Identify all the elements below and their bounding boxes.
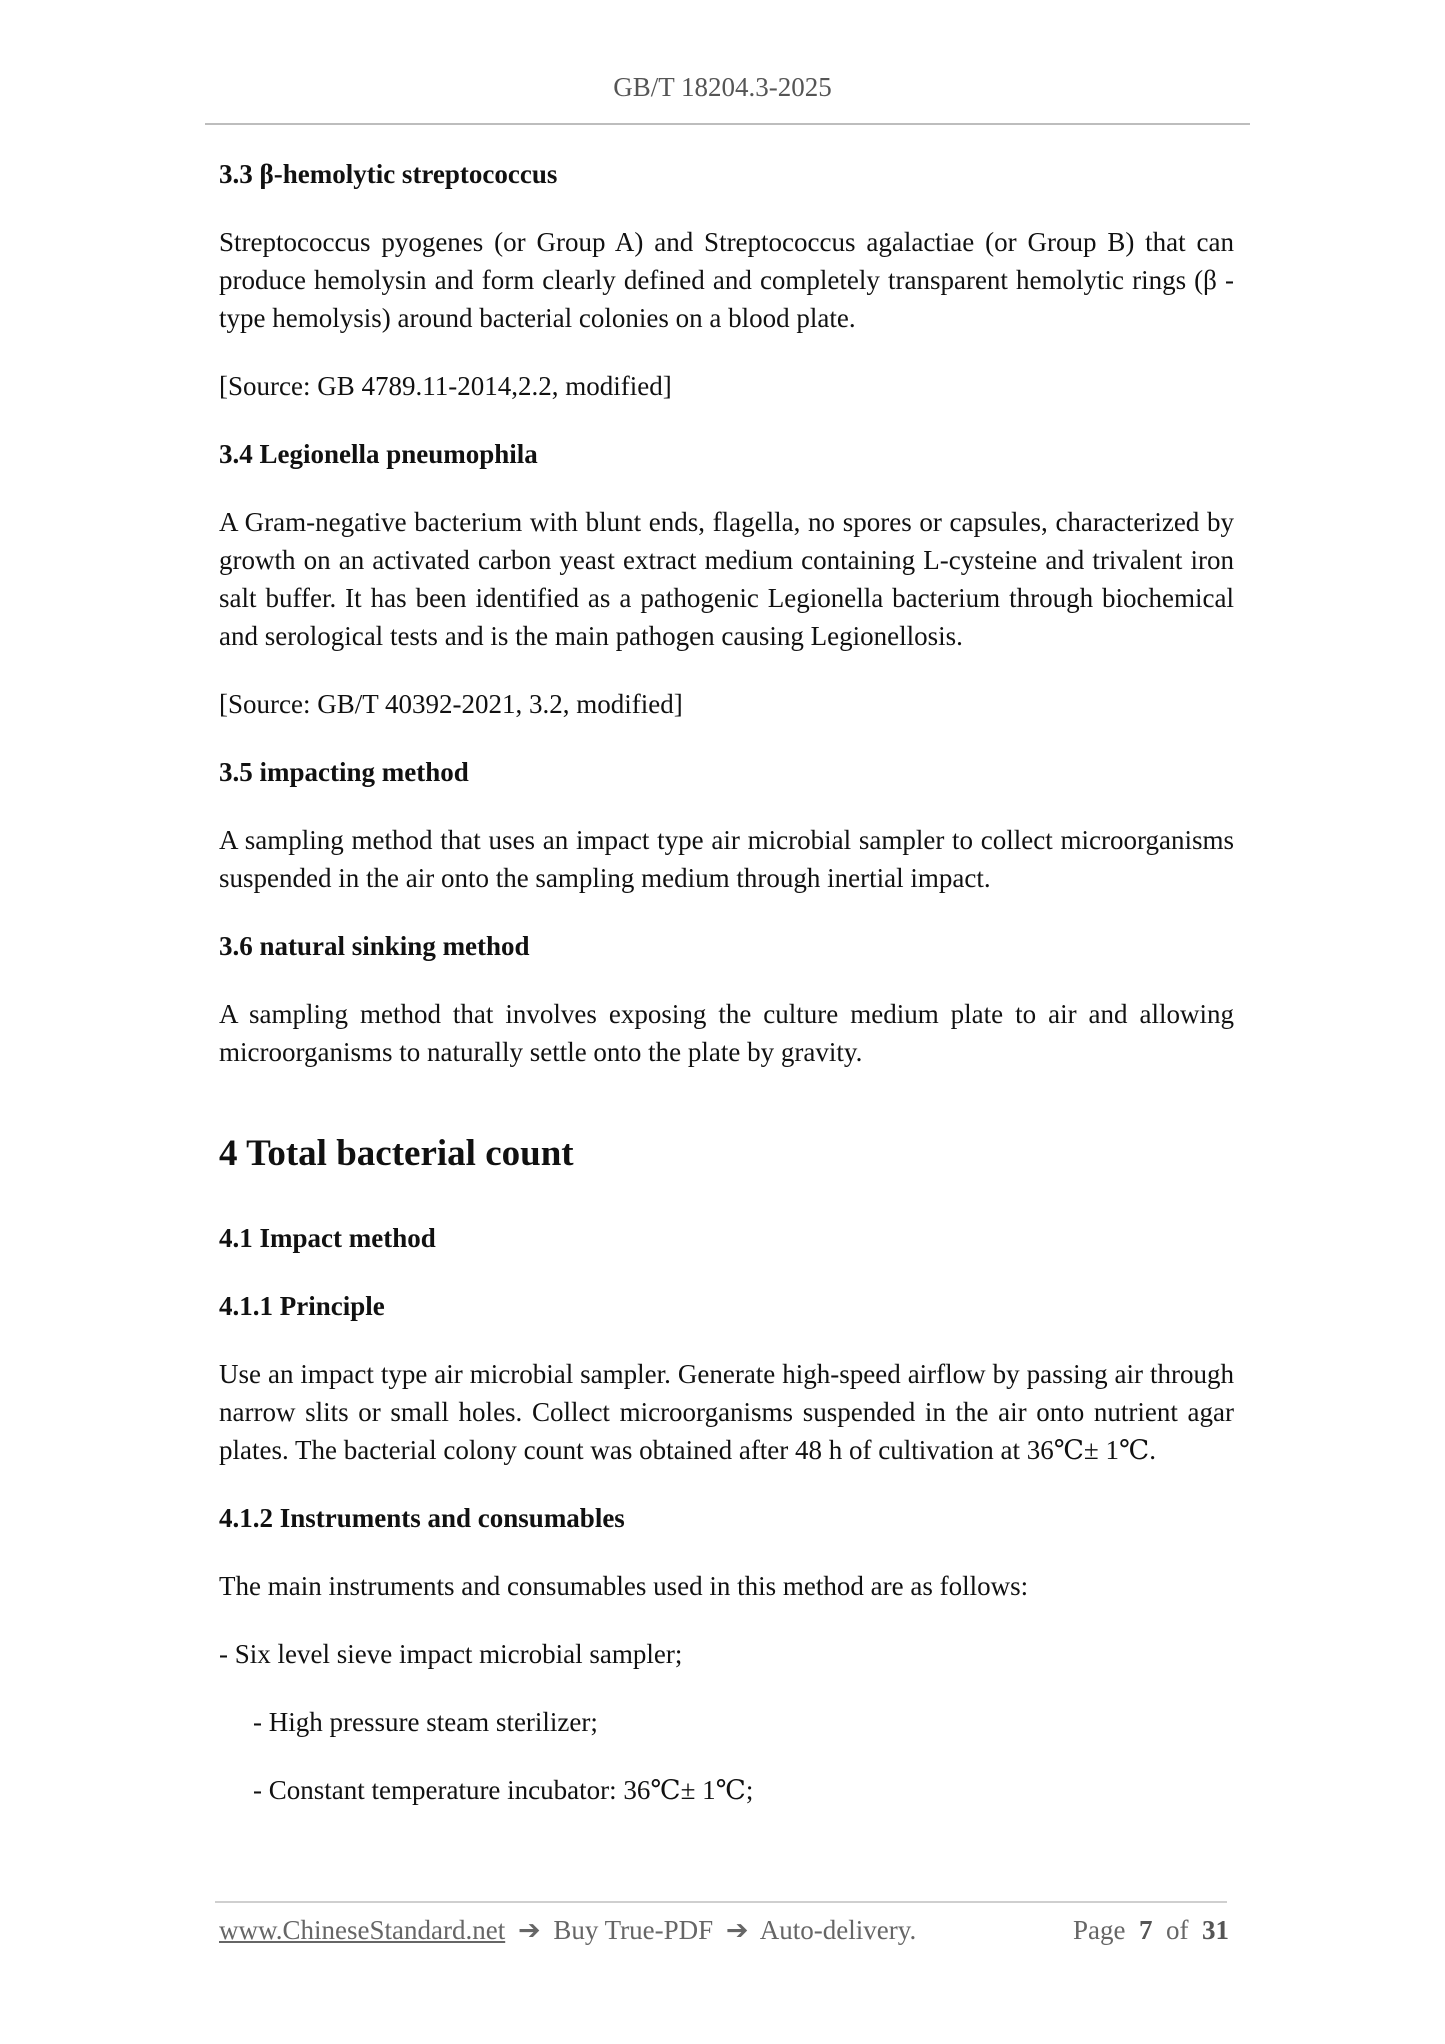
subsection-heading: 3.6 natural sinking method (219, 931, 530, 961)
current-page-number: 7 (1139, 1915, 1153, 1945)
footer-promo (219, 1915, 916, 1946)
paragraph: Streptococcus pyogenes (or Group A) and Streptococcus agalactiae (or Group B) that can produce hemolysin and form clearly defined and completely transparent hemolytic rings (β - type hemolysis) around bacterial colonies on a blood plate. (219, 227, 1234, 333)
subsection-heading: 4.1 Impact method (219, 1223, 436, 1253)
header-divider (205, 123, 1250, 125)
list-item: - Constant temperature incubator: 36℃± 1℃; (253, 1775, 754, 1805)
auto-delivery-text: Auto-delivery. (759, 1915, 917, 1945)
footer-divider (215, 1901, 1227, 1903)
page-label: Page (1073, 1915, 1126, 1945)
arrow-right-icon: ➔ (725, 1915, 749, 1945)
paragraph: A sampling method that involves exposing the culture medium plate to air and allowing microorganisms to naturally settle onto the plate by gravity. (219, 999, 1234, 1067)
paragraph: A sampling method that uses an impact type air microbial sampler to collect microorganisms suspended in the air onto the sampling medium through inertial impact. (219, 825, 1234, 893)
list-item: - High pressure steam sterilizer; (253, 1707, 598, 1737)
paragraph: [Source: GB/T 40392-2021, 3.2, modified] (219, 689, 683, 719)
total-page-number: 31 (1202, 1915, 1229, 1945)
document-body (219, 155, 1234, 1839)
paragraph: A Gram-negative bacterium with blunt ends, flagella, no spores or capsules, characterized by growth on an activated carbon yeast extract medium containing L-cysteine and trivalent iron salt buffer. It has been identified as a pathogenic Legionella bacterium through biochemical and serological tests and is the main pathogen causing Legionellosis. (219, 507, 1234, 651)
subsection-heading: 3.3 β-hemolytic streptococcus (219, 159, 558, 189)
list-item: - Six level sieve impact microbial sampler; (219, 1639, 683, 1669)
paragraph: [Source: GB 4789.11-2014,2.2, modified] (219, 371, 672, 401)
document-header-title: GB/T 18204.3-2025 (613, 72, 832, 102)
subsection-heading: 4.1.2 Instruments and consumables (219, 1503, 625, 1533)
subsection-heading: 3.5 impacting method (219, 757, 469, 787)
of-label: of (1166, 1915, 1189, 1945)
paragraph: The main instruments and consumables used in this method are as follows: (219, 1571, 1029, 1601)
buy-pdf-text: Buy True-PDF (553, 1915, 714, 1945)
page-indicator (1073, 1915, 1229, 1946)
paragraph: Use an impact type air microbial sampler. Generate high-speed airflow by passing air through narrow slits or small holes. Collect microorganisms suspended in the air onto nutrient agar plates. The bacterial colony count was obtained after 48 h of cultivation at 36℃± 1℃. (219, 1359, 1234, 1465)
subsection-heading: 4.1.1 Principle (219, 1291, 385, 1321)
website-link[interactable]: www.ChineseStandard.net (219, 1915, 506, 1945)
arrow-right-icon: ➔ (517, 1915, 541, 1945)
subsection-heading: 3.4 Legionella pneumophila (219, 439, 538, 469)
section-heading: 4 Total bacterial count (219, 1133, 574, 1174)
